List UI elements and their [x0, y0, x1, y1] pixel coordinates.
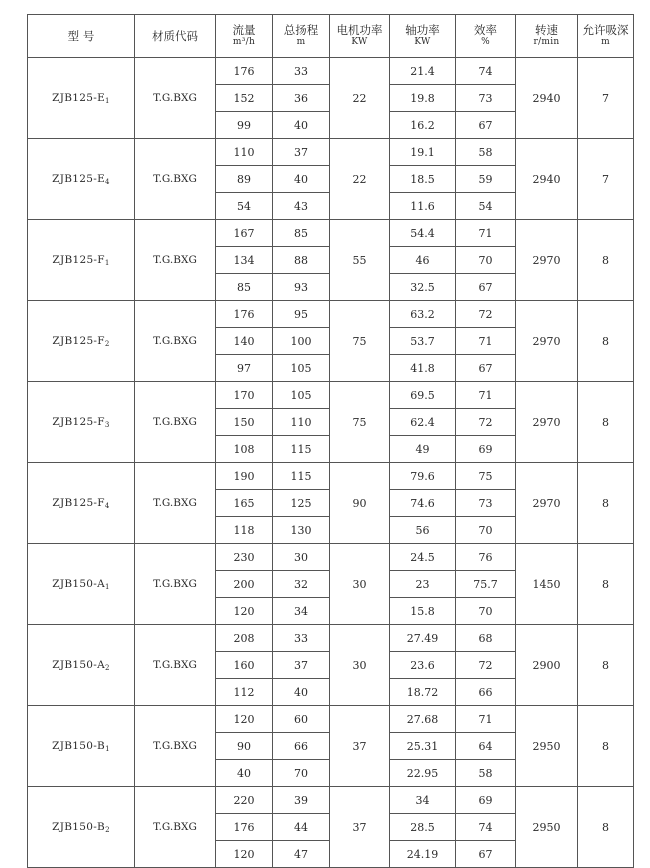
suction-depth-cell: 8	[578, 301, 634, 382]
flow-cell: 89	[216, 166, 273, 193]
flow-cell: 120	[216, 706, 273, 733]
material-cell: T.G.BXG	[135, 301, 216, 382]
model-name: ZJB150-B	[52, 820, 106, 833]
head-cell: 37	[273, 139, 330, 166]
flow-cell: 160	[216, 652, 273, 679]
efficiency-cell: 71	[456, 328, 516, 355]
model-name: ZJB125-F	[52, 253, 105, 266]
speed-cell: 2940	[516, 139, 578, 220]
table-row	[28, 220, 634, 247]
efficiency-cell: 58	[456, 139, 516, 166]
shaft-power-cell: 56	[390, 517, 456, 544]
head-cell: 95	[273, 301, 330, 328]
motor-power-cell: 75	[330, 301, 390, 382]
shaft-power-cell: 11.6	[390, 193, 456, 220]
motor-power-cell: 90	[330, 463, 390, 544]
flow-cell: 40	[216, 760, 273, 787]
model-name: ZJB150-A	[52, 577, 106, 590]
efficiency-cell: 67	[456, 112, 516, 139]
material-cell: T.G.BXG	[135, 787, 216, 868]
speed-cell: 2970	[516, 301, 578, 382]
suction-depth-cell: 8	[578, 787, 634, 868]
shaft-power-cell: 21.4	[390, 58, 456, 85]
motor-power-cell: 37	[330, 706, 390, 787]
motor-power-cell: 37	[330, 787, 390, 868]
head-cell: 100	[273, 328, 330, 355]
speed-cell: 2970	[516, 382, 578, 463]
motor-power-cell: 22	[330, 139, 390, 220]
header-motor-power: 电机功率 KW	[330, 15, 390, 58]
suction-depth-cell: 8	[578, 382, 634, 463]
model-cell	[28, 625, 135, 706]
motor-power-cell: 30	[330, 544, 390, 625]
table-row	[28, 301, 634, 328]
header-efficiency: 效率 %	[456, 15, 516, 58]
flow-cell: 112	[216, 679, 273, 706]
shaft-power-cell: 79.6	[390, 463, 456, 490]
flow-cell: 152	[216, 85, 273, 112]
shaft-power-cell: 53.7	[390, 328, 456, 355]
shaft-power-cell: 23.6	[390, 652, 456, 679]
header-model: 型 号	[28, 15, 135, 58]
efficiency-cell: 72	[456, 301, 516, 328]
head-cell: 105	[273, 382, 330, 409]
table-row	[28, 139, 634, 166]
efficiency-cell: 71	[456, 220, 516, 247]
head-cell: 40	[273, 166, 330, 193]
flow-cell: 150	[216, 409, 273, 436]
head-cell: 34	[273, 598, 330, 625]
speed-cell: 2940	[516, 58, 578, 139]
efficiency-cell: 74	[456, 58, 516, 85]
model-subscript: 2	[105, 663, 110, 672]
material-cell: T.G.BXG	[135, 382, 216, 463]
shaft-power-cell: 27.68	[390, 706, 456, 733]
flow-cell: 208	[216, 625, 273, 652]
table-row	[28, 706, 634, 733]
shaft-power-cell: 28.5	[390, 814, 456, 841]
flow-cell: 118	[216, 517, 273, 544]
shaft-power-cell: 41.8	[390, 355, 456, 382]
head-cell: 47	[273, 841, 330, 868]
efficiency-cell: 76	[456, 544, 516, 571]
efficiency-cell: 67	[456, 274, 516, 301]
flow-cell: 176	[216, 58, 273, 85]
efficiency-cell: 70	[456, 247, 516, 274]
efficiency-cell: 64	[456, 733, 516, 760]
material-cell: T.G.BXG	[135, 58, 216, 139]
material-cell: T.G.BXG	[135, 706, 216, 787]
efficiency-cell: 74	[456, 814, 516, 841]
table-row	[28, 382, 634, 409]
efficiency-cell: 67	[456, 841, 516, 868]
flow-cell: 167	[216, 220, 273, 247]
flow-cell: 120	[216, 841, 273, 868]
head-cell: 36	[273, 85, 330, 112]
speed-cell: 2950	[516, 787, 578, 868]
head-cell: 44	[273, 814, 330, 841]
model-subscript: 2	[105, 825, 110, 834]
shaft-power-cell: 24.19	[390, 841, 456, 868]
head-cell: 125	[273, 490, 330, 517]
model-subscript: 1	[104, 258, 110, 267]
model-name: ZJB125-F	[52, 496, 105, 509]
head-cell: 30	[273, 544, 330, 571]
head-cell: 60	[273, 706, 330, 733]
shaft-power-cell: 63.2	[390, 301, 456, 328]
efficiency-cell: 67	[456, 355, 516, 382]
motor-power-cell: 75	[330, 382, 390, 463]
table-row	[28, 625, 634, 652]
table-row	[28, 544, 634, 571]
head-cell: 105	[273, 355, 330, 382]
shaft-power-cell: 23	[390, 571, 456, 598]
efficiency-cell: 69	[456, 436, 516, 463]
efficiency-cell: 73	[456, 85, 516, 112]
flow-cell: 134	[216, 247, 273, 274]
head-cell: 37	[273, 652, 330, 679]
model-subscript: 1	[105, 744, 110, 753]
header-flow: 流量 m³/h	[216, 15, 273, 58]
suction-depth-cell: 7	[578, 58, 634, 139]
header-shaft-power: 轴功率 KW	[390, 15, 456, 58]
material-cell: T.G.BXG	[135, 625, 216, 706]
shaft-power-cell: 46	[390, 247, 456, 274]
flow-cell: 230	[216, 544, 273, 571]
flow-cell: 120	[216, 598, 273, 625]
model-cell	[28, 463, 135, 544]
head-cell: 93	[273, 274, 330, 301]
head-cell: 33	[273, 625, 330, 652]
head-cell: 115	[273, 463, 330, 490]
model-cell	[28, 706, 135, 787]
suction-depth-cell: 7	[578, 139, 634, 220]
efficiency-cell: 70	[456, 598, 516, 625]
flow-cell: 85	[216, 274, 273, 301]
efficiency-cell: 68	[456, 625, 516, 652]
flow-cell: 108	[216, 436, 273, 463]
suction-depth-cell: 8	[578, 706, 634, 787]
shaft-power-cell: 34	[390, 787, 456, 814]
head-cell: 88	[273, 247, 330, 274]
shaft-power-cell: 22.95	[390, 760, 456, 787]
header-speed: 转速 r/min	[516, 15, 578, 58]
model-cell	[28, 139, 135, 220]
head-cell: 130	[273, 517, 330, 544]
material-cell: T.G.BXG	[135, 139, 216, 220]
head-cell: 70	[273, 760, 330, 787]
efficiency-cell: 70	[456, 517, 516, 544]
model-cell	[28, 58, 135, 139]
model-cell	[28, 301, 135, 382]
shaft-power-cell: 32.5	[390, 274, 456, 301]
model-name: ZJB125-F	[52, 334, 105, 347]
model-cell	[28, 544, 135, 625]
flow-cell: 90	[216, 733, 273, 760]
shaft-power-cell: 49	[390, 436, 456, 463]
efficiency-cell: 54	[456, 193, 516, 220]
header-head: 总扬程 m	[273, 15, 330, 58]
speed-cell: 2950	[516, 706, 578, 787]
head-cell: 32	[273, 571, 330, 598]
shaft-power-cell: 15.8	[390, 598, 456, 625]
flow-cell: 140	[216, 328, 273, 355]
shaft-power-cell: 27.49	[390, 625, 456, 652]
model-cell	[28, 220, 135, 301]
flow-cell: 97	[216, 355, 273, 382]
model-subscript: 2	[104, 339, 110, 348]
motor-power-cell: 30	[330, 625, 390, 706]
efficiency-cell: 75	[456, 463, 516, 490]
shaft-power-cell: 25.31	[390, 733, 456, 760]
flow-cell: 170	[216, 382, 273, 409]
motor-power-cell: 55	[330, 220, 390, 301]
model-subscript: 1	[105, 96, 110, 105]
motor-power-cell: 22	[330, 58, 390, 139]
model-subscript: 4	[105, 177, 110, 186]
head-cell: 110	[273, 409, 330, 436]
head-cell: 66	[273, 733, 330, 760]
efficiency-cell: 71	[456, 382, 516, 409]
efficiency-cell: 71	[456, 706, 516, 733]
model-cell	[28, 382, 135, 463]
shaft-power-cell: 18.5	[390, 166, 456, 193]
efficiency-cell: 72	[456, 652, 516, 679]
model-subscript: 4	[104, 501, 110, 510]
efficiency-cell: 59	[456, 166, 516, 193]
speed-cell: 1450	[516, 544, 578, 625]
flow-cell: 220	[216, 787, 273, 814]
material-cell: T.G.BXG	[135, 544, 216, 625]
pump-spec-table	[27, 14, 634, 868]
model-name: ZJB150-B	[52, 739, 106, 752]
model-name: ZJB125-E	[52, 172, 106, 185]
flow-cell: 165	[216, 490, 273, 517]
efficiency-cell: 58	[456, 760, 516, 787]
header-row	[28, 15, 634, 58]
head-cell: 33	[273, 58, 330, 85]
head-cell: 85	[273, 220, 330, 247]
model-subscript: 3	[104, 420, 110, 429]
shaft-power-cell: 69.5	[390, 382, 456, 409]
suction-depth-cell: 8	[578, 220, 634, 301]
shaft-power-cell: 54.4	[390, 220, 456, 247]
shaft-power-cell: 62.4	[390, 409, 456, 436]
header-material: 材质代码	[135, 15, 216, 58]
flow-cell: 200	[216, 571, 273, 598]
model-subscript: 1	[105, 582, 110, 591]
flow-cell: 176	[216, 814, 273, 841]
flow-cell: 176	[216, 301, 273, 328]
head-cell: 43	[273, 193, 330, 220]
table-row	[28, 463, 634, 490]
speed-cell: 2900	[516, 625, 578, 706]
flow-cell: 110	[216, 139, 273, 166]
table-row	[28, 787, 634, 814]
suction-depth-cell: 8	[578, 463, 634, 544]
shaft-power-cell: 18.72	[390, 679, 456, 706]
model-name: ZJB150-A	[52, 658, 106, 671]
shaft-power-cell: 16.2	[390, 112, 456, 139]
flow-cell: 99	[216, 112, 273, 139]
head-cell: 39	[273, 787, 330, 814]
head-cell: 40	[273, 112, 330, 139]
speed-cell: 2970	[516, 220, 578, 301]
head-cell: 40	[273, 679, 330, 706]
efficiency-cell: 72	[456, 409, 516, 436]
model-name: ZJB125-F	[52, 415, 105, 428]
header-suction-depth: 允许吸深 m	[578, 15, 634, 58]
efficiency-cell: 69	[456, 787, 516, 814]
efficiency-cell: 75.7	[456, 571, 516, 598]
efficiency-cell: 73	[456, 490, 516, 517]
shaft-power-cell: 19.1	[390, 139, 456, 166]
head-cell: 115	[273, 436, 330, 463]
model-name: ZJB125-E	[52, 91, 106, 104]
table-row	[28, 58, 634, 85]
suction-depth-cell: 8	[578, 544, 634, 625]
shaft-power-cell: 24.5	[390, 544, 456, 571]
model-cell	[28, 787, 135, 868]
table-body	[28, 58, 634, 868]
shaft-power-cell: 74.6	[390, 490, 456, 517]
flow-cell: 54	[216, 193, 273, 220]
shaft-power-cell: 19.8	[390, 85, 456, 112]
suction-depth-cell: 8	[578, 625, 634, 706]
efficiency-cell: 66	[456, 679, 516, 706]
material-cell: T.G.BXG	[135, 463, 216, 544]
material-cell: T.G.BXG	[135, 220, 216, 301]
flow-cell: 190	[216, 463, 273, 490]
speed-cell: 2970	[516, 463, 578, 544]
